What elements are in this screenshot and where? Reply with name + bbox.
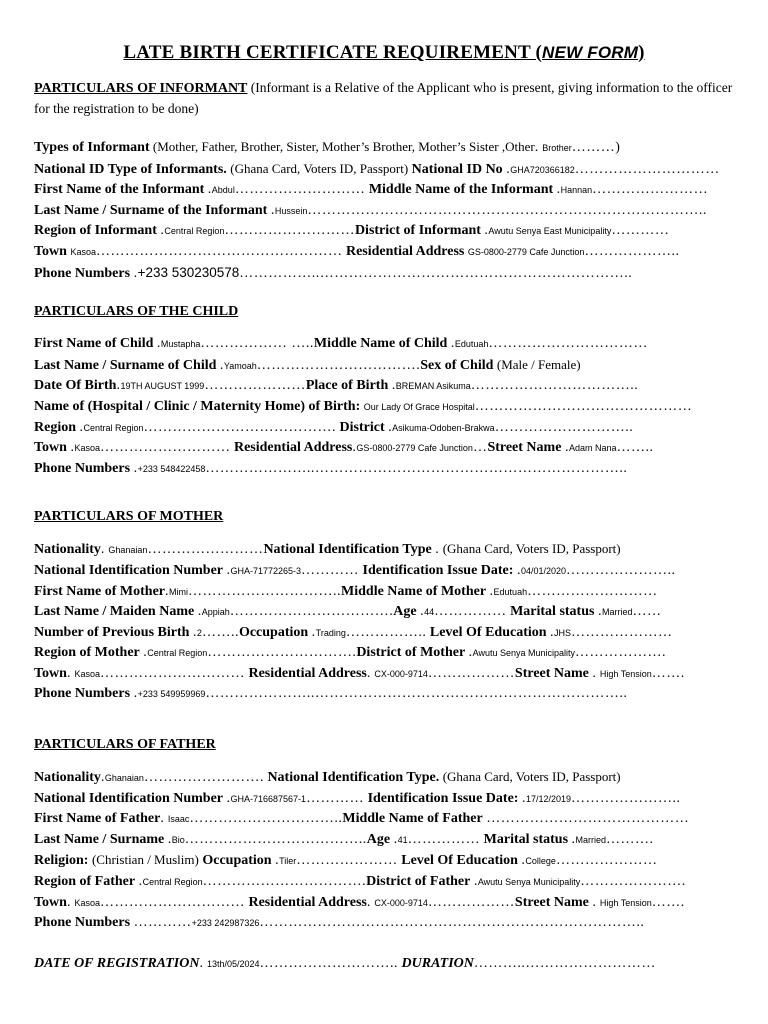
father-nationality-value[interactable]: Ghanaian bbox=[104, 773, 144, 784]
informant-lastname-row: Last Name / Surname of the Informant .Hussein……………………………………………………………………….. bbox=[34, 202, 707, 218]
father-region-value[interactable]: Central Region bbox=[142, 877, 203, 888]
mother-marital-value[interactable]: Married bbox=[601, 607, 633, 618]
informant-id-row: National ID Type of Informants. (Ghana Card, Voters ID, Passport) National ID No .GHA720366182………………………… bbox=[34, 160, 720, 177]
father-occupation-value[interactable]: Tiler bbox=[279, 856, 297, 867]
mother-town-value[interactable]: Kasoa bbox=[74, 668, 100, 679]
child-dob-value[interactable]: 19TH AUGUST 1999 bbox=[120, 381, 205, 392]
informant-heading: PARTICULARS OF INFORMANT bbox=[34, 81, 248, 96]
child-town-value[interactable]: Kasoa bbox=[74, 443, 100, 454]
mother-middle-name-value[interactable]: Edutuah bbox=[493, 586, 528, 597]
registration-date-value[interactable]: 13th/05/2024 bbox=[206, 958, 260, 969]
informant-type-value[interactable]: Brother bbox=[542, 143, 572, 153]
father-marital-value[interactable]: Married bbox=[575, 834, 607, 845]
mother-first-name-value[interactable]: Mimi bbox=[169, 586, 189, 597]
mother-nationality-row: Nationality. Ghanaian……………………National Identification Type . (Ghana Card, Voters ID, Passport) bbox=[34, 541, 621, 558]
mother-phone-value[interactable]: +233 549959969 bbox=[137, 689, 206, 700]
informant-last-name-value[interactable]: Hussein bbox=[274, 205, 308, 216]
child-lastname-row: Last Name / Surname of Child .Yamoah…………………………….Sex of Child (Male / Female) bbox=[34, 356, 581, 373]
informant-id-no-value[interactable]: GHA720366182 bbox=[510, 164, 575, 175]
child-first-name-value[interactable]: Mustapha bbox=[160, 339, 201, 350]
form-page bbox=[34, 42, 734, 972]
registration-label: DATE OF REGISTRATION bbox=[34, 955, 200, 971]
father-first-name-value[interactable]: Isaac bbox=[167, 814, 190, 825]
mother-lastname-row: Last Name / Maiden Name .Appiah…………………………….Age .44…………… Marital status .Married…… bbox=[34, 604, 662, 620]
mother-heading: PARTICULARS OF MOTHER bbox=[34, 509, 224, 525]
child-hospital-value[interactable]: Our Lady Of Grace Hospital bbox=[363, 401, 475, 412]
father-lastname-row: Last Name / Surname .Bio………………………………..Age .41…………… Marital status .Married………. bbox=[34, 831, 654, 847]
father-phone-row: Phone Numbers …………+233 242987326…………………………………………………………………….. bbox=[34, 915, 645, 931]
mother-region-row: Region of Mother .Central Region………………………….District of Mother .Awutu Senya Municipality………………. bbox=[34, 645, 667, 661]
father-street-value[interactable]: High Tension bbox=[599, 897, 652, 908]
father-education-value[interactable]: College bbox=[525, 856, 556, 867]
father-name-row: First Name of Father. Isaac…………………………..Middle Name of Father …………………………………… bbox=[34, 811, 690, 827]
duration-label: DURATION bbox=[401, 955, 474, 971]
mother-issue-date-value[interactable]: 04/01/2020 bbox=[520, 565, 566, 576]
informant-first-name-value[interactable]: Abdul bbox=[211, 185, 235, 196]
mother-education-value[interactable]: JHS bbox=[554, 627, 572, 638]
father-town-row: Town. Kasoa………………………… Residential Address. CX-000-9714………………Street Name . High Tension……. bbox=[34, 894, 685, 910]
child-address-value[interactable]: GS-0800-2779 Cafe Junction bbox=[356, 443, 473, 454]
child-phone-value[interactable]: +233 548422458 bbox=[137, 463, 206, 474]
father-address-value[interactable]: CX-000-9714 bbox=[374, 897, 428, 908]
child-dob-row: Date Of Birth.19TH AUGUST 1999…………………Place of Birth .BREMAN Asikuma…………………………….. bbox=[34, 378, 639, 394]
mother-idno-row: National Identification Number .GHA-71772265-3………… Identification Issue Date: .04/01/2020………………….. bbox=[34, 562, 676, 578]
child-phone-row: Phone Numbers .+233 548422458…………………..……………………………………………………….. bbox=[34, 460, 628, 476]
form-title: LATE BIRTH CERTIFICATE REQUIREMENT (NEW FORM) bbox=[123, 42, 645, 63]
informant-middle-name-value[interactable]: Hannan bbox=[560, 185, 593, 196]
child-pob-value[interactable]: BREMAN Asikuma bbox=[395, 381, 471, 392]
father-town-value[interactable]: Kasoa bbox=[74, 897, 100, 908]
mother-id-no-value[interactable]: GHA-71772265-3 bbox=[230, 565, 302, 576]
informant-town-value[interactable]: Kasoa bbox=[70, 246, 96, 257]
informant-note: (Informant is a Relative of the Applicant who is present, giving information to the officer for the registration to be done) bbox=[34, 80, 733, 116]
mother-name-row: First Name of Mother.Mimi…………………………..Middle Name of Mother .Edutuah……………………… bbox=[34, 583, 658, 599]
father-idno-row: National Identification Number .GHA-716687567-1………… Identification Issue Date: .17/12/2019………………….. bbox=[34, 790, 681, 806]
mother-last-name-value[interactable]: Appiah bbox=[201, 607, 230, 618]
new-form-tag: NEW FORM bbox=[542, 43, 639, 62]
child-middle-name-value[interactable]: Edutuah bbox=[454, 339, 489, 350]
mother-occupation-value[interactable]: Trading bbox=[315, 627, 346, 638]
father-id-no-value[interactable]: GHA-716687567-1 bbox=[230, 793, 307, 804]
child-town-row: Town .Kasoa……………………… Residential Address.GS-0800-2779 Cafe Junction…Street Name .Adam Nana…….. bbox=[34, 440, 654, 456]
child-heading: PARTICULARS OF THE CHILD bbox=[34, 304, 239, 320]
informant-region-value[interactable]: Central Region bbox=[164, 226, 225, 237]
mother-age-value[interactable]: 44 bbox=[424, 607, 435, 618]
mother-region-value[interactable]: Central Region bbox=[147, 648, 208, 659]
father-religion-row: Religion: (Christian / Muslim) Occupation .Tiler………………… Level Of Education .College………………… bbox=[34, 852, 658, 869]
father-phone-value[interactable]: +233 242987326 bbox=[191, 918, 260, 929]
father-issue-date-value[interactable]: 17/12/2019 bbox=[525, 793, 572, 804]
father-heading: PARTICULARS OF FATHER bbox=[34, 737, 216, 753]
mother-nationality-value[interactable]: Ghanaian bbox=[108, 545, 148, 556]
informant-phone-row: Phone Numbers .+233 530230578……………..……………………………………………………….. bbox=[34, 264, 633, 281]
informant-address-value[interactable]: GS-0800-2779 Cafe Junction bbox=[467, 246, 585, 257]
father-age-value[interactable]: 41 bbox=[397, 834, 408, 845]
child-street-value[interactable]: Adam Nana bbox=[568, 443, 617, 454]
father-district-value[interactable]: Awutu Senya Municipality bbox=[477, 877, 581, 888]
mother-phone-row: Phone Numbers .+233 549959969…………………..……………………………………………………….. bbox=[34, 686, 628, 702]
mother-district-value[interactable]: Awutu Senya Municipality bbox=[472, 648, 576, 659]
informant-types-row: Types of Informant (Mother, Father, Brother, Sister, Mother’s Brother, Mother’s Sister ,Other. Brother………) bbox=[34, 139, 621, 155]
father-region-row: Region of Father .Central Region…………………………….District of Father .Awutu Senya Municipality…………………. bbox=[34, 874, 686, 890]
mother-town-row: Town. Kasoa………………………… Residential Address. CX-000-9714………………Street Name . High Tension……. bbox=[34, 665, 685, 681]
mother-street-value[interactable]: High Tension bbox=[599, 668, 652, 679]
mother-address-value[interactable]: CX-000-9714 bbox=[374, 668, 428, 679]
child-region-value[interactable]: Central Region bbox=[83, 422, 144, 433]
mother-prevbirth-row: Number of Previous Birth .2……..Occupation .Trading…………….. Level Of Education .JHS………………… bbox=[34, 624, 673, 640]
father-last-name-value[interactable]: Bio bbox=[171, 834, 185, 845]
informant-name-row: First Name of the Informant .Abdul……………………… Middle Name of the Informant .Hannan…………………… bbox=[34, 182, 709, 198]
informant-district-value[interactable]: Awutu Senya East Municipality bbox=[488, 226, 612, 237]
informant-town-row: Town Kasoa…………………………………………… Residential Address GS-0800-2779 Cafe Junction……………….. bbox=[34, 243, 680, 259]
father-nationality-row: Nationality.Ghanaian……………………. National Identification Type. (Ghana Card, Voters ID, Passport) bbox=[34, 769, 621, 786]
informant-phone-value[interactable]: +233 530230578 bbox=[137, 264, 240, 280]
child-hospital-row: Name of (Hospital / Clinic / Maternity Home) of Birth: Our Lady Of Grace Hospital……………………………………… bbox=[34, 398, 693, 414]
child-last-name-value[interactable]: Yamoah bbox=[223, 360, 257, 371]
child-district-value[interactable]: Asikuma-Odoben-Brakwa bbox=[392, 422, 495, 433]
informant-region-row: Region of Informant .Central Region………………………District of Informant .Awutu Senya East Municipality………… bbox=[34, 223, 670, 239]
child-name-row: First Name of Child .Mustapha……………… …..Middle Name of Child .Edutuah…………………………… bbox=[34, 336, 648, 352]
mother-prev-birth-value[interactable]: 2 bbox=[196, 627, 202, 638]
child-region-row: Region .Central Region…………………………………. District .Asikuma-Odoben-Brakwa……………………….. bbox=[34, 419, 634, 435]
informant-intro bbox=[34, 78, 734, 119]
registration-row: DATE OF REGISTRATION. 13th/05/2024……………………….. DURATION………..……………………… bbox=[34, 955, 656, 971]
